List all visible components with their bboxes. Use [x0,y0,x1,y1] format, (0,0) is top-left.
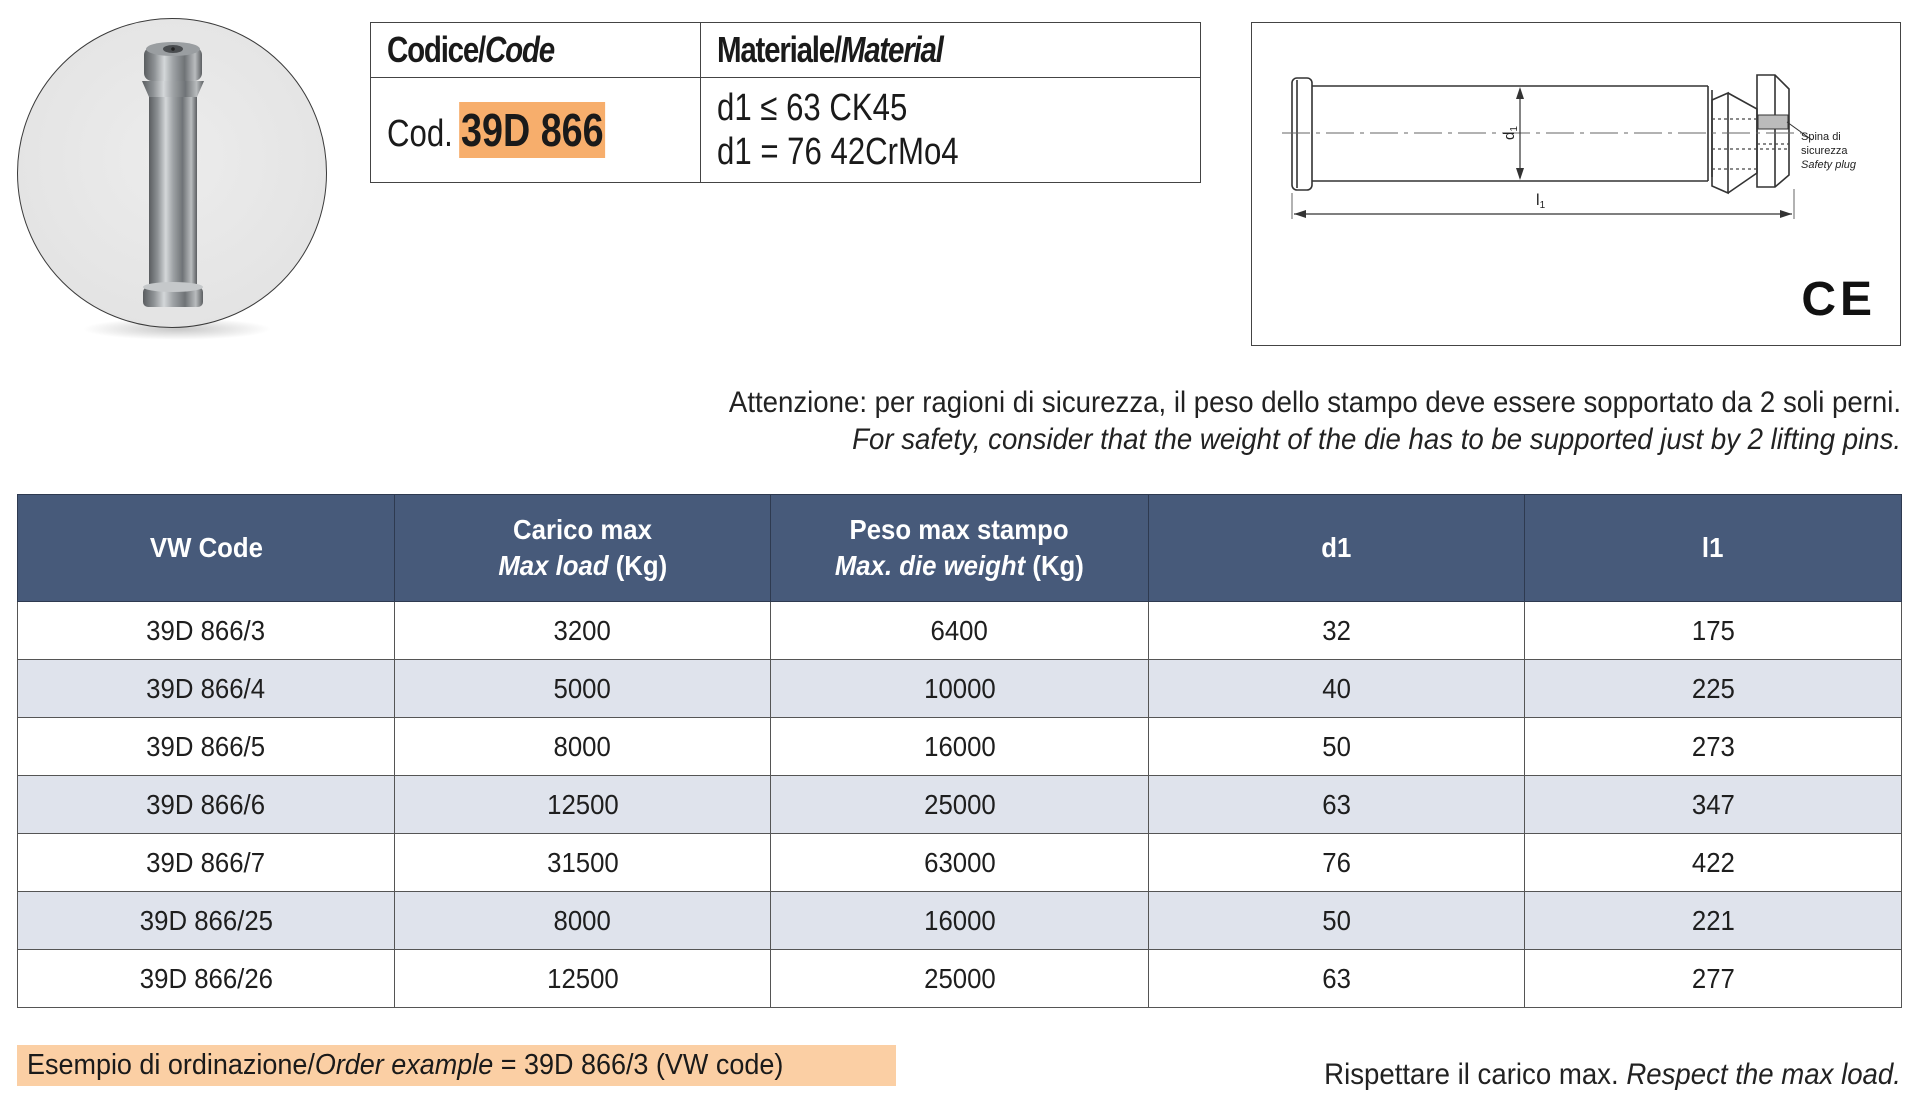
cell-max-load: 31500 [395,834,771,892]
cell-l1: 175 [1525,602,1902,660]
warning-en: For safety, consider that the weight of the die has to be supported just by 2 lifting pins. [852,423,1901,456]
d1-label: $d_1$ [1501,126,1520,140]
code-material-table [370,22,1201,183]
cell-l1: 225 [1525,660,1902,718]
cell-max-die-weight: 16000 [771,718,1149,776]
table-row [18,776,1902,834]
table-row [18,718,1902,776]
cell-vw-code: 39D 866/6 [18,776,395,834]
table-row [18,602,1902,660]
cell-max-load: 8000 [395,718,771,776]
table-row [18,892,1902,950]
technical-drawing [1251,22,1901,346]
order-example-label-it: Esempio di ordinazione/ [27,1049,315,1081]
cell-d1: 50 [1149,718,1525,776]
table-row [18,950,1902,1008]
code-header: Codice/Code [371,23,701,78]
cell-max-die-weight: 25000 [771,776,1149,834]
safety-plug-label-it-2: sicurezza [1801,145,1848,157]
cell-l1: 277 [1525,950,1902,1008]
l1-label: l1 [1536,192,1546,211]
cell-l1: 221 [1525,892,1902,950]
col-header-l1: l1 [1525,495,1902,602]
cell-vw-code: 39D 866/25 [18,892,395,950]
material-line-1: d1 ≤ 63 CK45 [717,87,908,129]
code-value-highlight: 39D 866 [461,104,604,156]
order-example-value: = 39D 866/3 (VW code) [493,1049,784,1081]
cell-max-die-weight: 25000 [771,950,1149,1008]
table-row [18,834,1902,892]
cell-l1: 422 [1525,834,1902,892]
cell-max-die-weight: 63000 [771,834,1149,892]
cell-max-load: 12500 [395,776,771,834]
cell-l1: 347 [1525,776,1902,834]
cell-vw-code: 39D 866/26 [18,950,395,1008]
cell-max-load: 12500 [395,950,771,1008]
specs-table [17,494,1902,1008]
safety-warning [627,384,1901,458]
code-cell [371,78,701,182]
cell-max-load: 5000 [395,660,771,718]
table-row [18,660,1902,718]
col-header-max-load: Carico max Max load (Kg) [395,495,771,602]
cell-d1: 40 [1149,660,1525,718]
cell-d1: 50 [1149,892,1525,950]
cell-max-load: 3200 [395,602,771,660]
cell-max-load: 8000 [395,892,771,950]
cell-max-die-weight: 16000 [771,892,1149,950]
material-line-2: d1 = 76 42CrMo4 [717,131,959,173]
safety-plug-label-it-1: Spina di [1801,131,1841,143]
cell-vw-code: 39D 866/7 [18,834,395,892]
cell-d1: 32 [1149,602,1525,660]
lifting-pin-image [18,19,327,328]
cell-d1: 63 [1149,950,1525,1008]
code-prefix: Cod. [387,113,453,155]
product-photo [17,18,327,328]
respect-it: Rispettare il carico max. [1324,1058,1627,1091]
col-header-d1: d1 [1149,495,1525,602]
cell-l1: 273 [1525,718,1902,776]
cell-d1: 76 [1149,834,1525,892]
cell-max-die-weight: 10000 [771,660,1149,718]
respect-en: Respect the max load. [1626,1058,1901,1091]
cell-vw-code: 39D 866/3 [18,602,395,660]
cell-d1: 63 [1149,776,1525,834]
table-header-row [18,495,1902,602]
warning-it: Attenzione: per ragioni di sicurezza, il peso dello stampo deve essere sopportato da 2 soli perni. [728,386,1901,419]
safety-plug-label-en: Safety plug [1801,159,1857,171]
order-example [17,1045,896,1086]
respect-max-load-note [1274,1058,1901,1092]
col-header-max-die-weight: Peso max stampo Max. die weight (Kg) [771,495,1149,602]
cell-vw-code: 39D 866/4 [18,660,395,718]
ce-mark-icon: CE [1801,273,1876,326]
order-example-label-en: Order example [314,1049,494,1081]
cell-vw-code: 39D 866/5 [18,718,395,776]
col-header-vw-code: VW Code [18,495,395,602]
material-cell [701,78,1200,182]
material-header: Materiale/Material [701,23,1200,78]
cell-max-die-weight: 6400 [771,602,1149,660]
